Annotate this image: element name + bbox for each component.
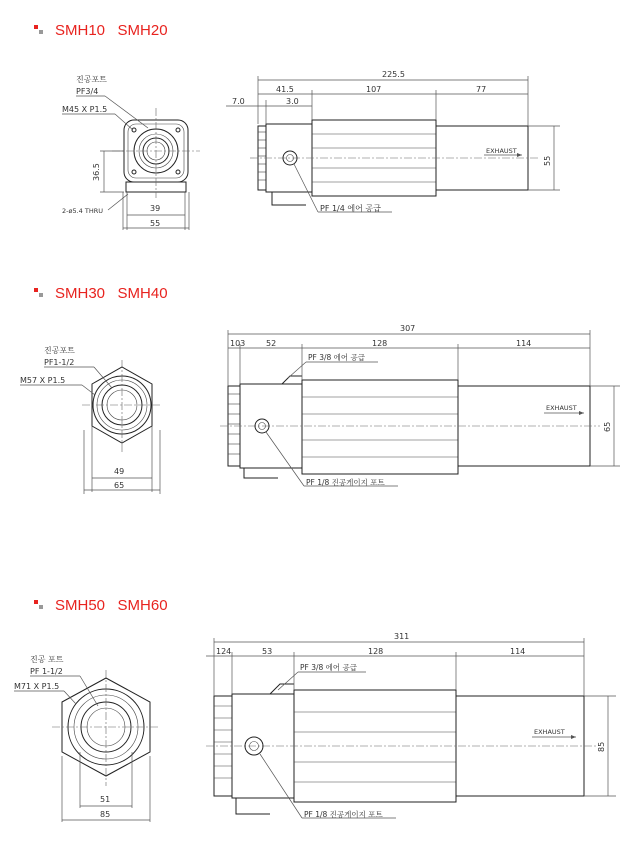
- section-title-text: SMH10 SMH20: [55, 22, 168, 39]
- dim-total: 225.5: [382, 70, 405, 79]
- dim-width-1: 51: [100, 795, 111, 804]
- dim-total: 311: [394, 632, 410, 641]
- port-label: 진공포트: [76, 75, 107, 84]
- dim-dia: 65: [603, 421, 612, 432]
- dim-d3: 128: [372, 339, 388, 348]
- dim-width-1: 39: [150, 204, 161, 213]
- dim-d2: 52: [266, 339, 277, 348]
- dim-d1: 41.5: [276, 85, 294, 94]
- air-supply-label: PF 3/8 에어 공급: [300, 663, 358, 672]
- air-supply-label: PF 3/8 에어 공급: [308, 353, 366, 362]
- front-view-smh50-60: [14, 654, 160, 822]
- front-view-smh30-40: [20, 345, 162, 494]
- dim-dia: 55: [543, 155, 552, 166]
- dim-d3: 77: [476, 85, 487, 94]
- thread-spec: M45 X P1.5: [62, 105, 108, 114]
- dim-d2: 53: [262, 647, 273, 656]
- dim-height: 36.5: [92, 163, 101, 181]
- dim-width-2: 65: [114, 481, 125, 490]
- air-supply-label: PF 1/4 에어 공급: [320, 204, 381, 213]
- hole-spec: 2-ø5.4 THRU: [62, 207, 103, 215]
- side-view-smh30-40: [220, 324, 620, 487]
- dim-d1: 103: [230, 339, 246, 348]
- side-view-smh50-60: [206, 632, 616, 819]
- port-spec: PF1-1/2: [44, 358, 75, 367]
- port-label: 진공포트: [44, 346, 75, 355]
- dim-width-2: 55: [150, 219, 161, 228]
- thread-spec: M57 X P1.5: [20, 376, 66, 385]
- side-view-smh10-20: [226, 70, 560, 213]
- dim-d5: 3.0: [286, 97, 299, 106]
- port-label: 진공 포트: [30, 655, 64, 664]
- dim-d4: 114: [510, 647, 526, 656]
- section-title-text: SMH50 SMH60: [55, 597, 168, 614]
- thread-spec: M71 X P1.5: [14, 682, 60, 691]
- dim-width-2: 85: [100, 810, 111, 819]
- dim-d2: 107: [366, 85, 382, 94]
- port-spec: PF3/4: [76, 87, 99, 96]
- dim-d1: 124: [216, 647, 232, 656]
- exhaust-label: EXHAUST: [534, 728, 565, 736]
- dim-dia: 85: [597, 741, 606, 752]
- dim-d4: 7.0: [232, 97, 245, 106]
- dim-width-1: 49: [114, 467, 125, 476]
- dim-d3: 128: [368, 647, 384, 656]
- gauge-port-label: PF 1/8 진공게이지 포트: [304, 810, 383, 819]
- dim-d4: 114: [516, 339, 532, 348]
- gauge-port-label: PF 1/8 진공게이지 포트: [306, 478, 385, 487]
- dim-total: 307: [400, 324, 416, 333]
- exhaust-label: EXHAUST: [546, 404, 577, 412]
- section-title-text: SMH30 SMH40: [55, 285, 168, 302]
- port-spec: PF 1-1/2: [30, 667, 63, 676]
- front-view-smh10-20: [62, 74, 200, 230]
- exhaust-label: EXHAUST: [486, 147, 517, 155]
